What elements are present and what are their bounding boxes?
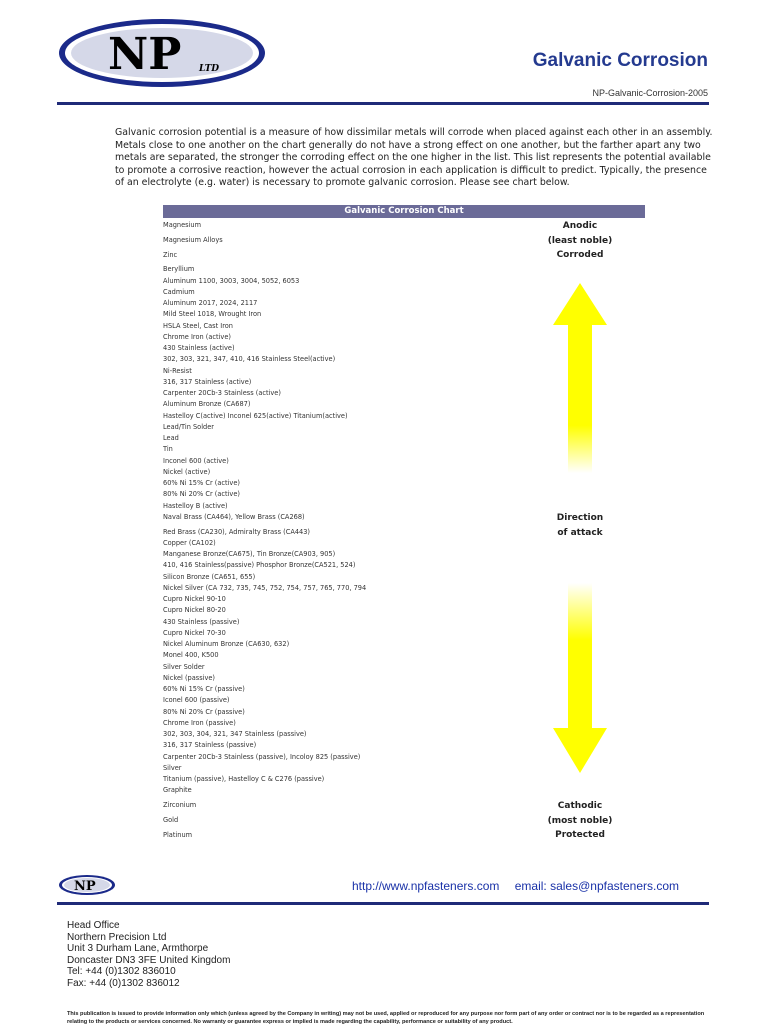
metal-item: Mild Steel 1018, Wrought Iron: [163, 310, 262, 319]
document-reference: NP-Galvanic-Corrosion-2005: [592, 88, 708, 98]
metal-item: Graphite: [163, 786, 192, 795]
anodic-label-line: (least noble): [547, 235, 613, 246]
metal-item: Lead/Tin Solder: [163, 422, 214, 431]
head-office-address: [67, 920, 230, 989]
metal-item: Magnesium Alloys: [163, 235, 223, 244]
metal-item: Inconel 600 (active): [163, 456, 229, 465]
email-link[interactable]: email: sales@npfasteners.com: [514, 879, 679, 893]
footer-logo: [58, 874, 116, 896]
direction-label-line: Direction: [556, 513, 604, 523]
metal-item: 60% Ni 15% Cr (passive): [163, 685, 245, 693]
metal-item: 302, 303, 321, 347, 410, 416 Stainless Steel(active): [163, 355, 336, 364]
direction-label: [530, 511, 630, 540]
metal-item: Nickel (active): [163, 467, 211, 476]
metal-item: Nickel Silver (CA 732, 735, 745, 752, 754, 757, 765, 770, 794: [163, 583, 367, 592]
metal-item: Copper (CA102): [163, 538, 216, 547]
anodic-label-line: Anodic: [562, 221, 598, 231]
cathodic-label-line: Cathodic: [557, 801, 603, 811]
metal-item: 430 Stainless (active): [163, 344, 235, 352]
metal-item: Aluminum Bronze (CA687): [163, 400, 251, 409]
footer-logo-text: NP: [74, 879, 96, 894]
metal-item: Silver: [163, 763, 182, 772]
metal-item: 60% Ni 15% Cr (active): [163, 479, 240, 487]
anodic-label-line: Corroded: [556, 250, 604, 260]
contact-links: [352, 879, 691, 893]
address-line: Northern Precision Ltd: [67, 931, 167, 943]
metal-item: Aluminum 2017, 2024, 2117: [163, 299, 258, 307]
metal-item: Carpenter 20Cb-3 Stainless (passive), Incoloy 825 (passive): [163, 752, 361, 761]
metal-item: Hastelloy B (active): [163, 501, 228, 510]
arrow-up-icon: [553, 283, 607, 473]
metal-item: Monel 400, K500: [163, 651, 219, 660]
metal-item: Silver Solder: [163, 662, 205, 671]
chart-title: Galvanic Corrosion Chart: [163, 205, 645, 218]
address-line: Fax: +44 (0)1302 836012: [67, 977, 180, 989]
metal-item: Zinc: [163, 250, 178, 259]
metal-item: 80% Ni 20% Cr (active): [163, 490, 240, 499]
metal-item: Lead: [163, 434, 179, 442]
metal-item: Cupro Nickel 90-10: [163, 595, 226, 603]
metal-item: Manganese Bronze(CA675), Tin Bronze(CA903, 905): [163, 550, 336, 558]
header-divider: [57, 102, 709, 105]
metal-item: 316, 317 Stainless (passive): [163, 741, 257, 750]
metal-item: Tin: [163, 445, 173, 454]
disclaimer: This publication is issued to provide information only which (unless agreed by the Company in writing) may not be used, applied or reproduced for any purpose nor form part of any order or contract nor is to be regarded as a representation relating to the products or services concerned. No warranty or guarantee express or implied is made regarding the capability, performance or suitability of any product.: [67, 1011, 705, 1024]
anodic-label: [530, 219, 630, 263]
logo-text: NP: [108, 29, 182, 80]
metal-item: Cupro Nickel 70-30: [163, 628, 226, 637]
metal-item: Magnesium: [163, 221, 202, 229]
company-logo: [56, 16, 268, 90]
metal-item: 302, 303, 304, 321, 347 Stainless (passive): [163, 730, 307, 738]
metal-item: Aluminum 1100, 3003, 3004, 5052, 6053: [163, 276, 300, 285]
intro-paragraph: Galvanic corrosion potential is a measure of how dissimilar metals will corrode when placed against each other in an assembly. Metals close to one another on the chart generally do not have a strong effect on one another, but the farther apart any two metals are separated, the stronger the corroding effect on the one higher in the list. This list represents the potential available to promote a corrosive reaction, however the actual corrosion in each application is difficult to predict. Typically, the presence of an electrolyte (e.g. water) is necessary to promote galvanic corrosion. Please see chart below.: [115, 127, 713, 189]
arrow-down-icon: [553, 583, 607, 773]
metal-item: Platinum: [163, 830, 193, 839]
cathodic-label: [530, 799, 630, 843]
cathodic-label-line: Protected: [555, 830, 605, 840]
metals-list: [163, 220, 533, 841]
metal-item: Iconel 600 (passive): [163, 696, 230, 705]
metal-item: 316, 317 Stainless (active): [163, 377, 252, 386]
metal-item: Gold: [163, 815, 179, 824]
metal-item: Chrome Iron (passive): [163, 718, 236, 727]
address-line: Head Office: [67, 920, 120, 931]
metal-item: Zirconium: [163, 801, 197, 809]
metal-item: Titanium (passive), Hastelloy C & C276 (passive): [163, 775, 325, 783]
logo-suffix: LTD: [199, 64, 220, 74]
metal-item: Naval Brass (CA464), Yellow Brass (CA268): [163, 512, 305, 521]
metal-item: Nickel (passive): [163, 673, 215, 682]
metal-item: Carpenter 20Cb-3 Stainless (active): [163, 389, 281, 397]
metal-item: Silicon Bronze (CA651, 655): [163, 572, 256, 581]
page-title: Galvanic Corrosion: [532, 50, 708, 71]
metal-item: Hastelloy C(active) Inconel 625(active) Titanium(active): [163, 411, 348, 420]
address-line: Tel: +44 (0)1302 836010: [67, 966, 176, 977]
metal-item: 410, 416 Stainless(passive) Phosphor Bronze(CA521, 524): [163, 561, 356, 570]
metal-item: HSLA Steel, Cast Iron: [163, 321, 233, 330]
cathodic-label-line: (most noble): [547, 815, 613, 826]
address-line: Unit 3 Durham Lane, Armthorpe: [67, 943, 209, 954]
metal-item: Cadmium: [163, 287, 195, 296]
metal-item: Red Brass (CA230), Admiralty Brass (CA443): [163, 527, 310, 536]
metal-item: Cupro Nickel 80-20: [163, 606, 226, 615]
footer-divider: [57, 902, 709, 905]
address-line: Doncaster DN3 3FE United Kingdom: [67, 954, 231, 966]
metal-item: Beryllium: [163, 265, 195, 274]
website-link[interactable]: http://www.npfasteners.com: [352, 879, 500, 893]
metal-item: 430 Stainless (passive): [163, 617, 240, 626]
metal-item: Nickel Aluminum Bronze (CA630, 632): [163, 640, 290, 648]
metal-item: Ni-Resist: [163, 366, 192, 375]
direction-label-line: of attack: [557, 527, 603, 538]
metal-item: Chrome Iron (active): [163, 332, 231, 341]
metal-item: 80% Ni 20% Cr (passive): [163, 707, 245, 716]
